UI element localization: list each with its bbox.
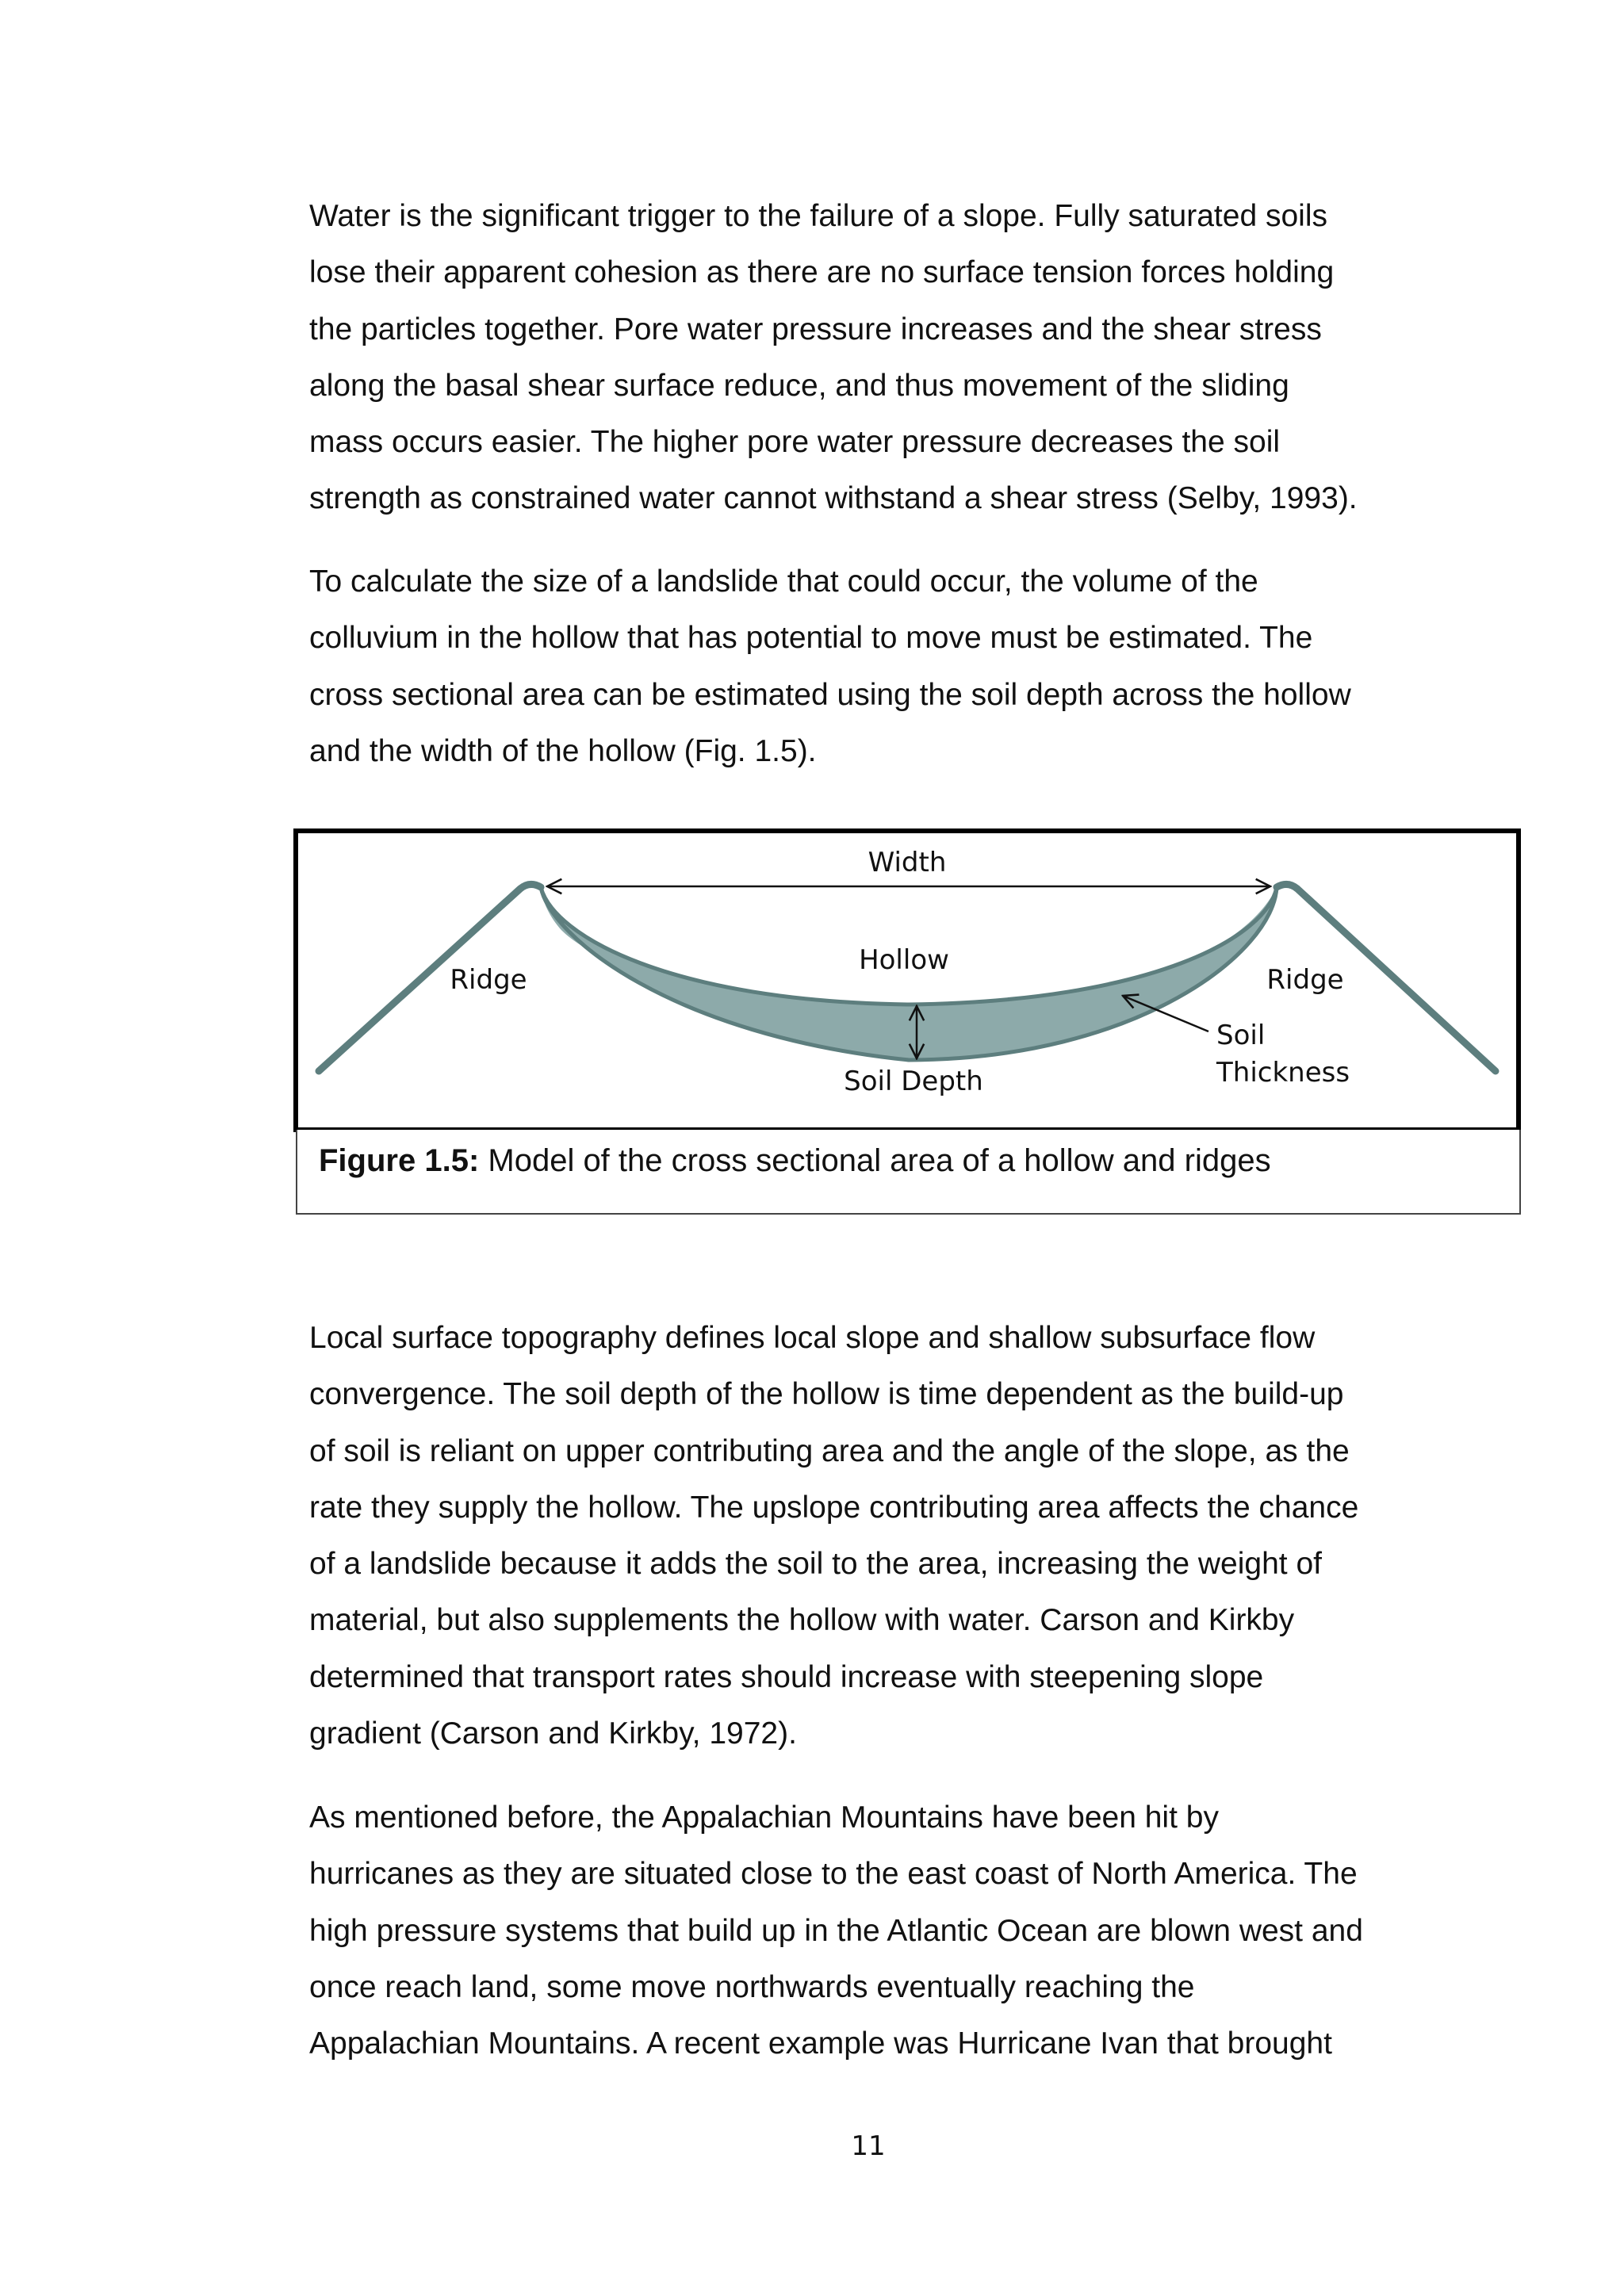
figure-caption [296,1130,1521,1215]
soil-depth-label: Soil Depth [844,1066,983,1097]
hollow-label: Hollow [859,944,949,976]
width-label: Width [868,847,947,878]
text-line: and the width of the hollow (Fig. 1.5). [309,733,817,768]
text-line: convergence. The soil depth of the hollow is time dependent as the build-up [309,1377,1344,1412]
body-paragraph [309,553,1435,779]
body-paragraph [309,188,1435,527]
text-line: As mentioned before, the Appalachian Mountains have been hit by [309,1800,1219,1835]
text-line: gradient (Carson and Kirkby, 1972). [309,1716,797,1751]
text-line: To calculate the size of a landslide that could occur, the volume of the [309,564,1258,599]
figure-diagram [293,828,1521,1132]
page-number: 11 [851,2130,886,2162]
text-line: mass occurs easier. The higher pore water pressure decreases the soil [309,425,1281,460]
body-paragraph [309,1789,1435,2072]
text-line: lose their apparent cohesion as there are no surface tension forces holding [309,255,1335,290]
body-paragraph [309,1310,1435,1762]
caption-text [319,1142,1271,1180]
text-line: of soil is reliant on upper contributing area and the angle of the slope, as the [309,1433,1350,1468]
hollow-cross-section-diagram [298,833,1516,1127]
text-line: along the basal shear surface reduce, and thus movement of the sliding [309,368,1289,403]
soil-thickness-label-line2: Thickness [1216,1057,1350,1089]
soil-thickness-label-line1: Soil [1216,1020,1266,1051]
text-line: strength as constrained water cannot withstand a shear stress (Selby, 1993). [309,481,1358,516]
text-line: the particles together. Pore water pressure increases and the shear stress [309,312,1322,346]
text-line: colluvium in the hollow that has potential to move must be estimated. The [309,621,1313,656]
text-line: Water is the significant trigger to the failure of a slope. Fully saturated soils [309,199,1327,233]
ridge-right-label: Ridge [1266,964,1344,996]
text-line: rate they supply the hollow. The upslope contributing area affects the chance [309,1490,1359,1525]
text-line: hurricanes as they are situated close to the east coast of North America. The [309,1857,1358,1892]
text-line: high pressure systems that build up in the Atlantic Ocean are blown west and [309,1913,1363,1948]
text-line: once reach land, some move northwards eventually reaching the [309,1969,1195,2004]
caption-label: Figure 1.5: [319,1143,480,1178]
text-line: of a landslide because it adds the soil to the area, increasing the weight of [309,1547,1322,1582]
text-line: cross sectional area can be estimated using the soil depth across the hollow [309,677,1351,712]
ridge-left-label: Ridge [450,964,527,996]
text-line: material, but also supplements the hollow with water. Carson and Kirkby [309,1603,1295,1638]
text-line: Local surface topography defines local slope and shallow subsurface flow [309,1321,1316,1355]
caption-description: Model of the cross sectional area of a hollow and ridges [479,1143,1271,1178]
text-line: Appalachian Mountains. A recent example was Hurricane Ivan that brought [309,2026,1332,2061]
text-line: determined that transport rates should increase with steepening slope [309,1659,1264,1694]
